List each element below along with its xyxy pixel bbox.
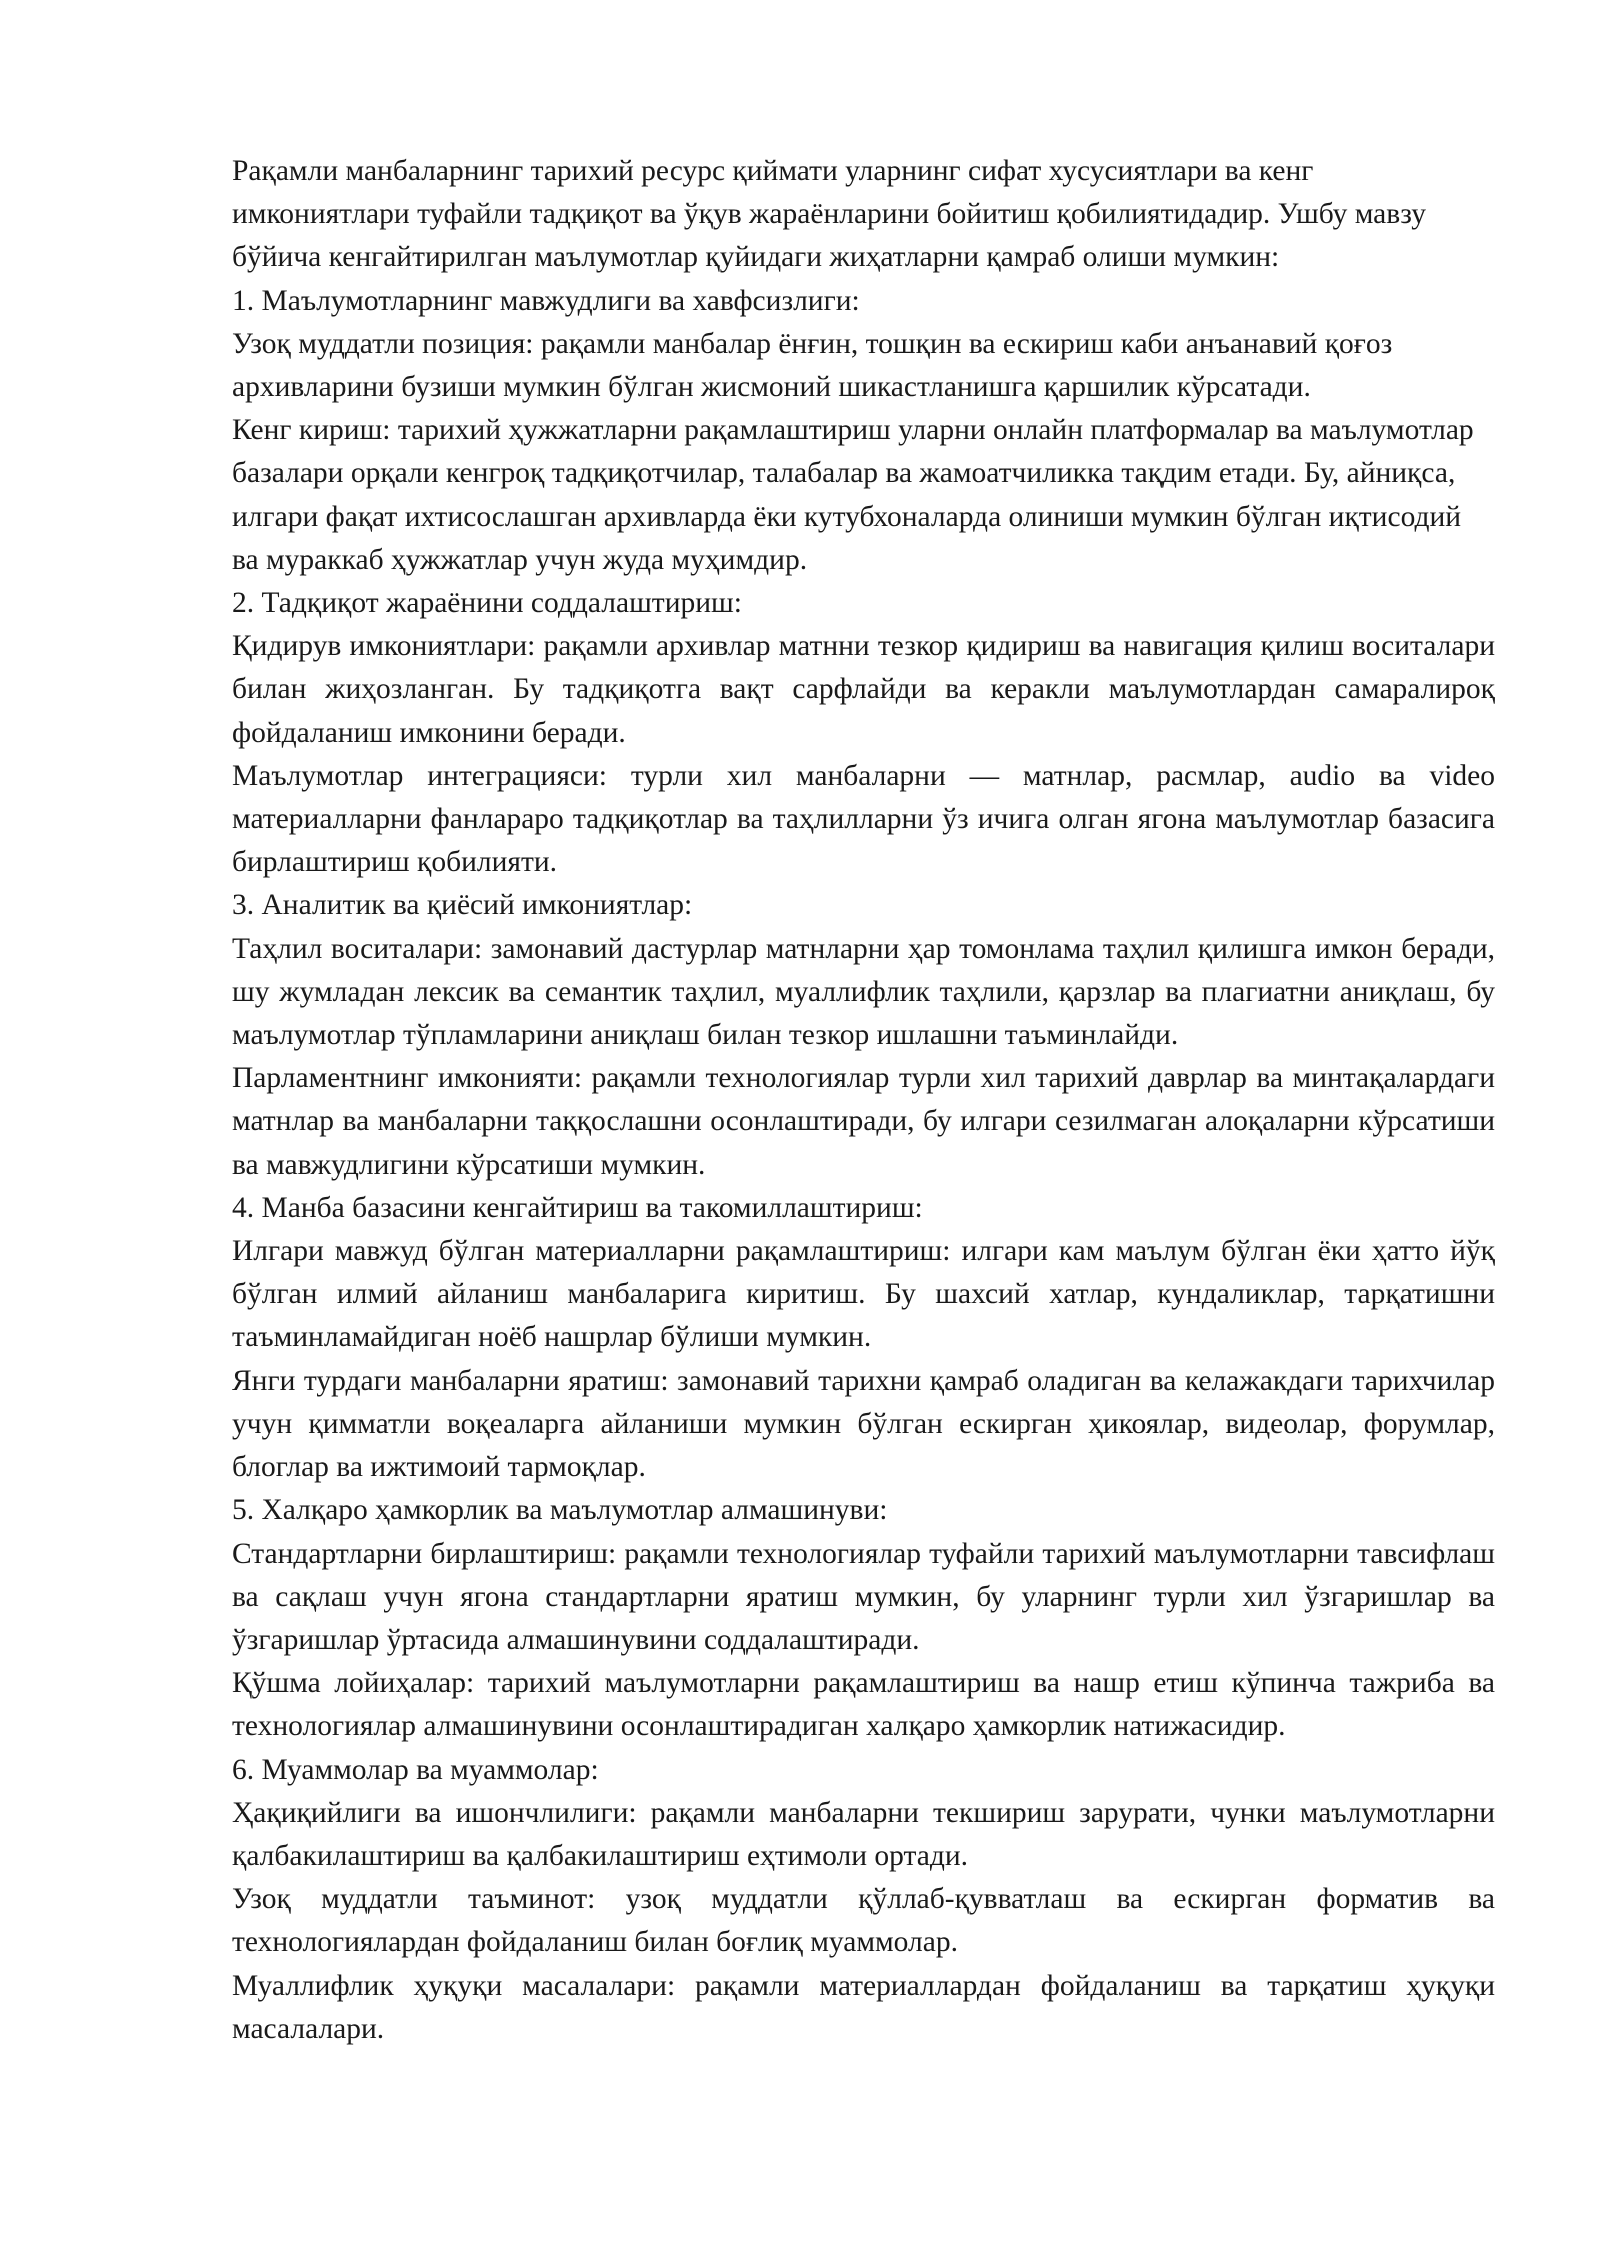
paragraph-intro: Рақамли манбаларнинг тарихий ресурс қиймати уларнинг сифат хусусиятлари ва кенг имкониятлари туфайли тадқиқот ва ўқув жараёнларини бойитиш қобилиятидадир. Ушбу мавзу бўйича кенгайтирилган маълумотлар қуйидаги жиҳатларни қамраб олиши мумкин:	[232, 155, 1426, 274]
paragraph-copyright: Муаллифлик ҳуқуқи масалалари: рақамли материаллардан фойдаланиш ва тарқатиш ҳуқуқи масалалари.	[232, 1969, 1495, 2045]
paragraph-authenticity: Ҳақиқийлиги ва ишончлилиги: рақамли манбаларни текшириш зарурати, чунки маълумотларни қалбакилаштириш ва қалбакилаштириш еҳтимоли ортади.	[232, 1796, 1495, 1872]
section-heading-1: 1. Маълумотларнинг мавжудлиги ва хавфсизлиги:	[232, 284, 860, 317]
paragraph-standards: Стандартларни бирлаштириш: рақамли технологиялар туфайли тарихий маълумотларни тавсифлаш ва сақлаш учун ягона стандартларни яратиш мумкин, бу уларнинг турли хил ўзгаришлар ва ўзгаришлар ўртасида алмашинувини соддалаштиради.	[232, 1537, 1495, 1656]
document-page	[232, 150, 1495, 2051]
paragraph-new-sources: Янги турдаги манбаларни яратиш: замонавий тарихни қамраб оладиган ва келажакдаги тарихчилар учун қимматли воқеаларга айланиши мумкин бўлган ескирган ҳикоялар, видеолар, форумлар, блоглар ва ижтимоий тармоқлар.	[232, 1364, 1495, 1484]
section-heading-6: 6. Муаммолар ва муаммолар:	[232, 1753, 599, 1786]
section-heading-5: 5. Халқаро ҳамкорлик ва маълумотлар алмашинуви:	[232, 1494, 888, 1527]
paragraph-comparison: Парламентнинг имконияти: рақамли технологиялар турли хил тарихий даврлар ва минтақалардаги матнлар ва манбаларни таққослашни осонлаштиради, бу илгари сезилмаган алоқаларни кўрсатиши ва мавжудлигини кўрсатиши мумкин.	[232, 1062, 1495, 1181]
paragraph-long-term-support: Узоқ муддатли таъминот: узоқ муддатли қўллаб-қувватлаш ва ескирган форматив ва технологиялардан фойдаланиш билан боғлиқ муаммолар.	[232, 1883, 1495, 1959]
paragraph-joint-projects: Қўшма лойиҳалар: тарихий маълумотларни рақамлаштириш ва нашр етиш кўпинча тажриба ва технологиялар алмашинувини осонлаштирадиган халқаро ҳамкорлик натижасидир.	[232, 1667, 1495, 1743]
section-heading-2: 2. Тадқиқот жараёнини соддалаштириш:	[232, 587, 742, 620]
section-heading-3: 3. Аналитик ва қиёсий имкониятлар:	[232, 889, 693, 922]
paragraph-long-term: Узоқ муддатли позиция: рақамли манбалар ёнғин, тошқин ва ескириш каби анъанавий қоғоз архивларини бузиши мумкин бўлган жисмоний шикастланишга қаршилик кўрсатади.	[232, 327, 1393, 404]
paragraph-integration: Маълумотлар интеграцияси: турли хил манбаларни — матнлар, расмлар, audio ва video материалларни фанлараро тадқиқотлар ва таҳлилларни ўз ичига олган ягона маълумотлар базасига бирлаштириш қобилияти.	[232, 759, 1495, 879]
paragraph-analysis-tools: Таҳлил воситалари: замонавий дастурлар матнларни ҳар томонлама таҳлил қилишга имкон беради, шу жумладан лексик ва семантик таҳлил, муаллифлик таҳлили, қарзлар ва плагиатни аниқлаш, бу маълумотлар тўпламларини аниқлаш билан тезкор ишлашни таъминлайди.	[232, 932, 1495, 1052]
section-heading-4: 4. Манба базасини кенгайтириш ва такомиллаштириш:	[232, 1191, 923, 1224]
paragraph-wide-access: Кенг кириш: тарихий ҳужжатларни рақамлаштириш уларни онлайн платформалар ва маълумотлар базалари орқали кенгроқ тадқиқотчилар, талабалар ва жамоатчиликка тақдим етади. Бу, айниқса, илгари фақат ихтисослашган архивларда ёки кутубхоналарда олиниши мумкин бўлган иқтисодий ва мураккаб ҳужжатлар учун жуда муҳимдир.	[232, 414, 1474, 576]
paragraph-digitization: Илгари мавжуд бўлган материалларни рақамлаштириш: илгари кам маълум бўлган ёки ҳатто йўқ бўлган илмий айланиш манбаларига киритиш. Бу шахсий хатлар, кундаликлар, тарқатишни таъминламайдиган ноёб нашрлар бўлиши мумкин.	[232, 1235, 1495, 1354]
paragraph-search: Қидирув имкониятлари: рақамли архивлар матнни тезкор қидириш ва навигация қилиш воситалари билан жиҳозланган. Бу тадқиқотга вақт сарфлайди ва керакли маълумотлардан самаралироқ фойдаланиш имконини беради.	[232, 630, 1495, 749]
